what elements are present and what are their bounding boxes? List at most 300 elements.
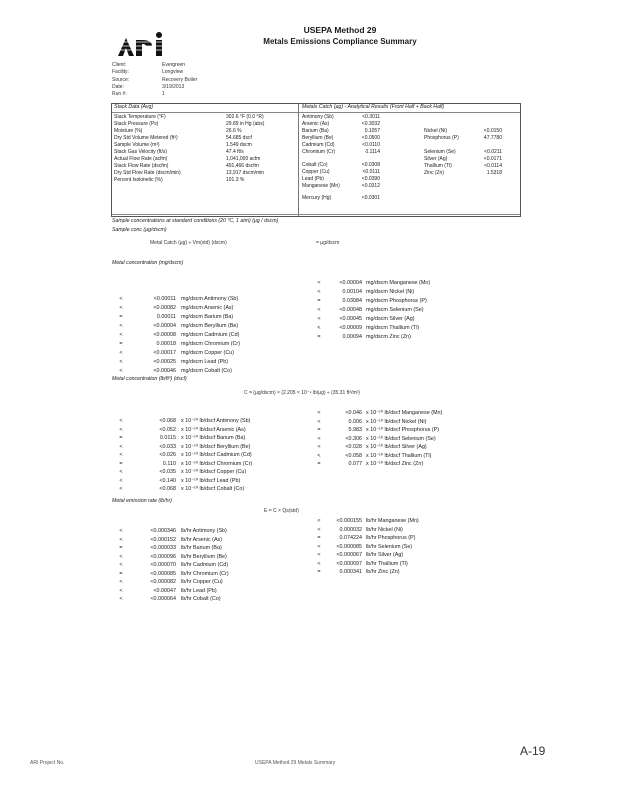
result-value: 0.00094 (342, 334, 362, 340)
result-row (112, 562, 277, 568)
metal-name: Phosphorus (P) (424, 135, 459, 141)
metal-name: Arsenic (As) (302, 121, 330, 127)
result-operator: < (119, 418, 123, 424)
result-row (112, 528, 277, 534)
result-unit: x 10⁻¹⁰ lb/dscf Phosphorus (P) (366, 427, 440, 433)
result-row (312, 436, 466, 442)
result-operator: < (119, 486, 123, 492)
header-row (112, 84, 197, 91)
metal-row (424, 135, 502, 141)
result-row (112, 418, 277, 424)
stack-label: Dry Std Volume Metered (ft³) (114, 135, 178, 141)
result-row (312, 535, 466, 541)
metal-name: Selenium (Se) (424, 149, 456, 155)
metal-row (302, 195, 380, 201)
result-unit: mg/dscm Barium (Ba) (181, 314, 234, 320)
stack-row (114, 128, 296, 134)
metal-value: <0.3032 (361, 121, 380, 127)
result-row (112, 478, 277, 484)
ari-logo (112, 30, 176, 58)
stack-value: 101.3 % (226, 177, 245, 183)
result-unit: mg/dscm Beryllium (Be) (181, 323, 239, 329)
result-unit: mg/dscm Silver (Ag) (366, 316, 415, 322)
result-operator: = (119, 570, 123, 577)
result-row (312, 527, 466, 533)
result-unit: lb/hr Antimony (Sb) (181, 528, 227, 534)
result-unit: mg/dscm Arsenic (As) (181, 305, 234, 311)
result-operator: = (119, 435, 123, 441)
metal-row (302, 162, 380, 168)
metal-row (302, 149, 380, 155)
metal-value: <0.0500 (361, 135, 380, 141)
result-operator: < (317, 280, 321, 286)
result-operator: = (119, 314, 123, 320)
box-rule (112, 112, 520, 113)
metal-name: Barium (Ba) (302, 128, 329, 134)
result-row (312, 289, 466, 295)
stack-label: Sample Volume (m³) (114, 142, 160, 148)
result-operator: < (317, 560, 321, 567)
stack-label: Stack Gas Velocity (ft/s) (114, 149, 168, 155)
result-unit: lb/hr Phosphorus (P) (366, 535, 416, 541)
stack-row (114, 114, 296, 120)
metal-name: Cobalt (Co) (302, 162, 328, 168)
result-value: 0.000341 (339, 569, 362, 575)
result-operator: < (119, 587, 123, 594)
result-row (312, 544, 466, 550)
result-operator: < (119, 443, 123, 450)
stack-row (114, 156, 296, 162)
result-operator: < (119, 323, 123, 329)
result-row (312, 316, 466, 322)
metal-name: Silver (Ag) (424, 156, 448, 162)
metal-value: 0.1057 (364, 128, 380, 134)
result-unit: x 10⁻¹⁰ lb/dscf Beryllium (Be) (181, 443, 251, 450)
result-value: <0.00082 (153, 305, 176, 311)
result-unit: x 10⁻¹⁰ lb/dscf Antimony (Sb) (181, 418, 251, 424)
metal-row (302, 183, 380, 189)
result-unit: mg/dscm Cadmium (Cd) (181, 332, 240, 338)
section-c-label: Metal emission rate (lb/hr) (112, 498, 172, 504)
result-row (312, 280, 466, 286)
header-label: Client: (112, 62, 127, 68)
result-value: <0.000033 (150, 545, 176, 551)
result-value: <0.140 (159, 477, 176, 484)
result-unit: lb/hr Silver (Ag) (366, 552, 404, 558)
result-operator: < (317, 410, 321, 416)
metal-row (302, 142, 380, 148)
metal-name: Thallium (Tl) (424, 163, 452, 169)
metal-name: Manganese (Mn) (302, 183, 340, 189)
result-operator: = (317, 334, 321, 340)
result-row (112, 579, 277, 585)
metal-value: <0.0114 (484, 163, 502, 169)
result-value: 0.00011 (156, 314, 176, 320)
metal-row (302, 135, 380, 141)
result-value: <0.000096 (150, 553, 176, 560)
metal-name: Mercury (Hg) (302, 195, 332, 201)
result-operator: < (317, 552, 321, 558)
result-unit: lb/hr Cadmium (Cd) (181, 562, 229, 568)
metal-value: 47.7780 (483, 135, 502, 141)
section-b-label: Metal concentration (lb/ft³) (dscf) (112, 376, 187, 382)
result-value: <0.00048 (339, 307, 362, 313)
result-row (112, 332, 277, 338)
metal-row (302, 121, 380, 127)
result-operator: < (119, 296, 123, 302)
result-value: <0.046 (345, 410, 362, 416)
header-value: Recovery Boiler (162, 76, 198, 83)
result-value: <0.00045 (339, 316, 362, 322)
result-unit: mg/dscm Phosphorus (P) (366, 298, 427, 304)
stack-label: Dry Std Flow Rate (dscm/min) (114, 170, 181, 176)
result-value: <0.000085 (150, 570, 176, 577)
result-value: 0.077 (348, 461, 362, 467)
result-operator: < (119, 359, 123, 365)
result-unit: mg/dscm Chromium (Cr) (181, 341, 240, 347)
metal-value: <0.3011 (362, 114, 380, 120)
metal-name: Chromium (Cr) (302, 149, 336, 155)
metal-name: Antimony (Sb) (302, 114, 334, 120)
metal-value: <0.0111 (362, 169, 380, 175)
result-unit: x 10⁻¹⁰ lb/dscf Thallium (Tl) (366, 452, 432, 459)
result-unit: x 10⁻¹⁰ lb/dscf Selenium (Se) (366, 435, 436, 442)
result-row (312, 461, 466, 467)
result-row (112, 545, 277, 551)
stack-row (114, 142, 296, 148)
result-value: <0.000085 (336, 543, 362, 550)
stack-label: Stack Flow Rate (dscfm) (114, 163, 169, 169)
result-unit: x 10⁻¹⁰ lb/dscf Copper (Cu) (181, 469, 247, 475)
result-unit: lb/hr Nickel (Ni) (366, 526, 403, 533)
result-row (112, 323, 277, 329)
result-unit: mg/dscm Manganese (Mn) (366, 280, 431, 286)
result-operator: < (119, 536, 123, 543)
result-unit: x 10⁻¹⁰ lb/dscf Chromium (Cr) (181, 460, 253, 467)
metal-row (424, 156, 502, 162)
stack-row (114, 177, 296, 183)
result-row (312, 453, 466, 459)
result-row (312, 427, 466, 433)
metal-name: Beryllium (Be) (302, 135, 334, 141)
formula-a: Metal Catch (µg) ÷ Vm(std) (dscm) (150, 240, 227, 246)
result-value: <0.000346 (150, 528, 176, 534)
result-row (112, 359, 277, 365)
result-value: <0.00004 (153, 323, 176, 329)
result-unit: lb/hr Thallium (Tl) (366, 560, 408, 567)
stack-value: 491,466 dscfm (226, 163, 259, 169)
stack-label: Stack Temperature (°F) (114, 114, 166, 120)
header-value: 1 (162, 91, 165, 98)
result-unit: x 10⁻¹⁰ lb/dscf Zinc (Zn) (366, 461, 424, 467)
header-label: Run #: (112, 91, 127, 98)
page-number: A-19 (520, 744, 546, 758)
result-operator: < (317, 307, 321, 313)
result-value: <0.068 (159, 418, 176, 424)
result-unit: lb/hr Zinc (Zn) (366, 569, 400, 575)
result-row (112, 596, 277, 602)
result-value: 0.000032 (339, 526, 362, 533)
result-row (312, 444, 466, 450)
result-unit: x 10⁻¹⁰ lb/dscf Barium (Ba) (181, 435, 246, 441)
result-operator: = (317, 569, 321, 575)
metal-value: <0.0150 (483, 128, 502, 134)
result-value: <0.026 (159, 452, 176, 458)
result-value: 0.110 (162, 460, 176, 467)
result-operator: < (317, 543, 321, 550)
stack-value: 26.6 % (226, 128, 242, 134)
result-value: <0.033 (159, 443, 176, 450)
stack-row (114, 121, 296, 127)
metal-value: <0.0171 (483, 156, 502, 162)
header-row (112, 69, 197, 76)
stack-value: 1.549 dscm (226, 142, 252, 148)
result-value: 0.006 (348, 418, 362, 425)
result-row (112, 461, 277, 467)
result-operator: = (317, 461, 321, 467)
metal-row (424, 170, 502, 176)
result-value: <0.000155 (336, 518, 362, 524)
result-row (112, 537, 277, 543)
result-row (112, 427, 277, 433)
metal-value: <0.0308 (361, 162, 380, 168)
result-value: <0.058 (345, 452, 362, 459)
header-label: Date: (112, 83, 124, 90)
result-operator: < (317, 444, 321, 450)
result-value: 5.983 (348, 427, 362, 433)
result-row (112, 350, 277, 356)
result-operator: < (317, 526, 321, 533)
result-operator: < (119, 350, 123, 356)
metal-row (424, 149, 502, 155)
result-row (312, 298, 466, 304)
result-unit: lb/hr Arsenic (As) (181, 536, 223, 543)
result-operator: = (317, 535, 321, 541)
stack-value: 54.685 dscf (226, 135, 252, 141)
result-unit: mg/dscm Nickel (Ni) (366, 289, 415, 295)
result-value: <0.000082 (150, 579, 176, 585)
stack-value: 47.4 ft/s (226, 149, 244, 155)
result-value: 0.03084 (342, 298, 362, 304)
result-operator: < (119, 332, 123, 338)
result-operator: = (317, 427, 321, 433)
result-unit: lb/hr Chromium (Cr) (181, 570, 229, 577)
metal-name: Zinc (Zn) (424, 170, 444, 176)
result-value: <0.00017 (153, 350, 176, 356)
method-title: USEPA Method 29 (303, 25, 377, 35)
result-unit: lb/hr Cobalt (Co) (181, 596, 221, 602)
metal-name: Lead (Pb) (302, 176, 324, 182)
result-row (112, 554, 277, 560)
section-a-label: Metal concentration (mg/dscm) (112, 260, 184, 266)
stack-label: Percent Isokinetic (%) (114, 177, 163, 183)
result-value: <0.00011 (153, 296, 176, 302)
header-fields (112, 62, 197, 98)
box-divider (298, 104, 299, 216)
result-row (312, 307, 466, 313)
result-unit: lb/hr Manganese (Mn) (366, 518, 419, 524)
result-operator: = (317, 298, 321, 304)
result-operator: < (317, 325, 321, 331)
formula-c: E = C × Qs(std) (264, 508, 299, 514)
result-unit: mg/dscm Lead (Pb) (181, 359, 229, 365)
result-unit: mg/dscm Thallium (Tl) (366, 325, 420, 331)
header-value: 3/19/2013 (162, 83, 185, 90)
metal-value: <0.0312 (361, 183, 380, 189)
stack-label: Actual Flow Rate (acfm) (114, 156, 168, 162)
result-value: <0.068 (159, 486, 176, 492)
result-unit: mg/dscm Zinc (Zn) (366, 334, 411, 340)
header-value: Evergreen (162, 62, 186, 68)
metal-row (302, 169, 380, 175)
result-unit: lb/hr Selenium (Se) (366, 543, 413, 550)
result-row (112, 314, 277, 320)
result-value: <0.000067 (336, 552, 362, 558)
stack-label: Moisture (%) (114, 128, 143, 134)
result-operator: < (119, 596, 123, 602)
metal-row (302, 128, 380, 134)
result-operator: < (317, 418, 321, 425)
result-operator: < (119, 579, 123, 585)
footer-center: USEPA Method 29 Metals Summary (255, 760, 336, 766)
result-value: <0.00008 (153, 332, 176, 338)
result-value: 0.00018 (156, 341, 176, 347)
result-operator: < (119, 553, 123, 560)
metal-row (424, 163, 502, 169)
stack-row (114, 170, 296, 176)
result-operator: < (317, 518, 321, 524)
metals-heading: Metals Catch (µg) - Analytical Results (Front Half + Back Half) (302, 104, 445, 110)
result-operator: < (119, 426, 123, 433)
result-row (112, 368, 277, 374)
result-row (112, 571, 277, 577)
header-row (112, 91, 197, 98)
stack-row (114, 163, 296, 169)
formula-a-result: = µg/dscm (316, 240, 340, 246)
metal-name: Cadmium (Cd) (302, 142, 335, 148)
footer-left: ARI Project No. (30, 760, 65, 766)
result-row (112, 341, 277, 347)
result-operator: < (119, 368, 123, 374)
result-unit: x 10⁻¹⁰ lb/dscf Manganese (Mn) (366, 410, 443, 416)
metal-name: Copper (Cu) (302, 169, 330, 175)
stack-value: 13,917 dscm/min (226, 170, 265, 176)
data-summary-box (111, 103, 521, 217)
result-value: 0.00104 (342, 289, 362, 295)
header-row (112, 62, 197, 69)
result-value: <0.000152 (150, 536, 176, 543)
metal-value: <0.0110 (362, 142, 380, 148)
metal-row (302, 114, 380, 120)
metal-value: <0.0211 (484, 149, 502, 155)
result-operator: < (119, 469, 123, 475)
result-operator: < (119, 305, 123, 311)
result-operator: < (119, 528, 123, 534)
result-unit: lb/hr Lead (Pb) (181, 587, 217, 594)
stack-heading: Stack Data (Avg) (114, 104, 154, 110)
result-operator: < (317, 316, 321, 322)
summary-subtitle: Metals Emissions Compliance Summary (263, 37, 417, 46)
result-value: <0.00004 (339, 280, 362, 286)
result-row (112, 435, 277, 441)
stack-label: Stack Pressure (Ps) (114, 121, 159, 127)
conc-label: Sample conc (µg/dscm) (112, 227, 167, 233)
result-operator: < (119, 477, 123, 484)
result-row (112, 452, 277, 458)
header-label: Facility: (112, 69, 129, 76)
result-unit: x 10⁻¹⁰ lb/dscf Nickel (Ni) (366, 418, 427, 425)
result-row (312, 518, 466, 524)
result-row (312, 561, 466, 567)
header-value: Longview (162, 69, 184, 76)
box-rule (112, 214, 520, 215)
formula-b: C = (µg/dscm) × (2.205 × 10⁻⁹ lb/µg) ÷ (35.31 ft³/m³) (244, 390, 360, 396)
result-unit: mg/dscm Copper (Cu) (181, 350, 235, 356)
result-row (112, 469, 277, 475)
result-value: <0.000064 (150, 596, 176, 602)
result-unit: mg/dscm Selenium (Se) (366, 307, 424, 313)
result-row (312, 569, 466, 575)
result-value: 0.074224 (339, 535, 362, 541)
metal-row (302, 176, 380, 182)
result-unit: x 10⁻¹⁰ lb/dscf Silver (Ag) (366, 444, 427, 450)
result-operator: < (317, 289, 321, 295)
stack-value: 29.89 in Hg (abs) (226, 121, 265, 127)
result-operator: = (119, 545, 123, 551)
result-row (312, 552, 466, 558)
metal-row (424, 128, 502, 134)
stack-value: 1,041,000 acfm (226, 156, 261, 162)
result-value: <0.028 (345, 444, 362, 450)
result-row (112, 444, 277, 450)
result-unit: x 10⁻¹⁰ lb/dscf Lead (Pb) (181, 477, 241, 484)
result-unit: mg/dscm Antimony (Sb) (181, 296, 239, 302)
result-value: 0.0115 (159, 435, 176, 441)
metal-value: 0.1114 (365, 149, 380, 155)
result-row (112, 296, 277, 302)
result-unit: x 10⁻¹⁰ lb/dscf Cadmium (Cd) (181, 452, 252, 458)
result-value: <0.035 (159, 469, 176, 475)
result-value: <0.306 (345, 435, 362, 442)
stack-row (114, 135, 296, 141)
result-operator: < (119, 562, 123, 568)
result-value: <0.00009 (339, 325, 362, 331)
result-value: <0.052 (159, 426, 176, 433)
result-value: <0.000070 (150, 562, 176, 568)
result-row (312, 410, 466, 416)
metal-value: <0.0301 (361, 195, 380, 201)
stack-value: 302.6 °F (0.0 °R) (226, 114, 264, 120)
result-unit: x 10⁻¹⁰ lb/dscf Cobalt (Co) (181, 486, 245, 492)
result-row (112, 588, 277, 594)
result-operator: = (119, 460, 123, 467)
result-row (312, 325, 466, 331)
result-row (112, 486, 277, 492)
result-row (312, 334, 466, 340)
result-row (312, 419, 466, 425)
result-operator: < (119, 452, 123, 458)
header-label: Source: (112, 76, 130, 83)
result-value: <0.00047 (153, 587, 176, 594)
result-row (112, 305, 277, 311)
result-operator: < (317, 435, 321, 442)
result-value: <0.00046 (153, 368, 176, 374)
result-unit: lb/hr Barium (Ba) (181, 545, 222, 551)
result-operator: = (119, 341, 123, 347)
result-unit: lb/hr Copper (Cu) (181, 579, 223, 585)
result-unit: mg/dscm Cobalt (Co) (181, 368, 232, 374)
stack-row (114, 149, 296, 155)
